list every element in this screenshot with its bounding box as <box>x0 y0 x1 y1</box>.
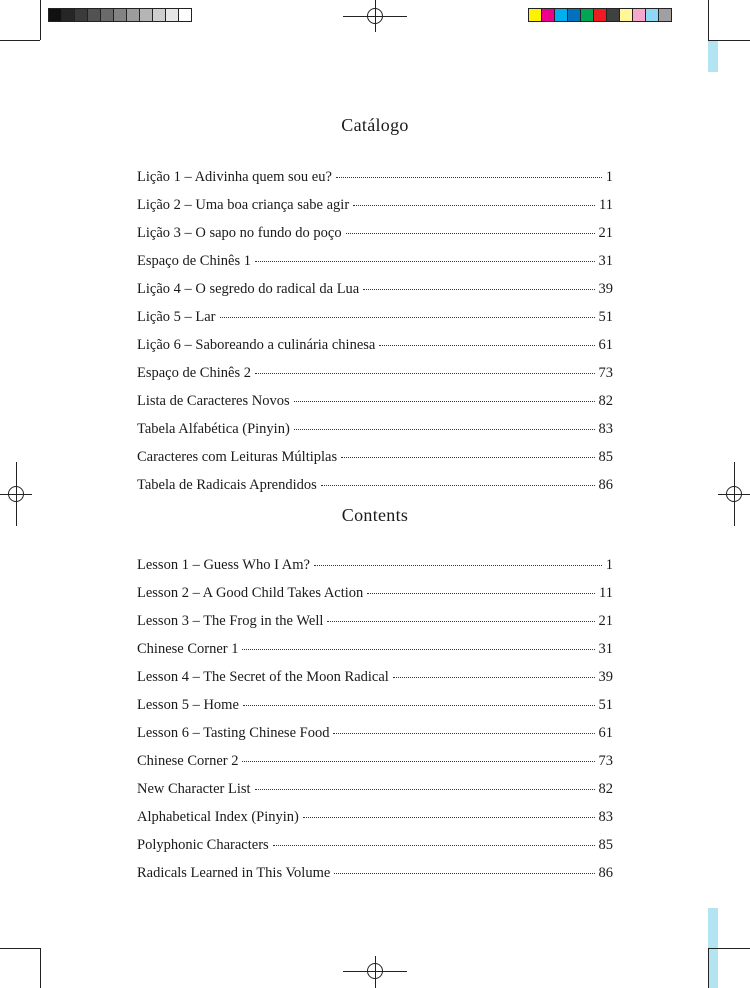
catalogo-toc <box>137 166 613 502</box>
calibration-swatch <box>619 8 633 22</box>
toc-entry[interactable]: Lesson 3 – The Frog in the Well 21 <box>137 613 613 629</box>
calibration-swatch <box>152 8 166 22</box>
calibration-swatch <box>632 8 646 22</box>
toc-entry[interactable]: Lesson 2 – A Good Child Takes Action 11 <box>137 585 613 601</box>
calibration-swatch <box>645 8 659 22</box>
contents-title: Contents <box>341 505 409 525</box>
crop-mark <box>0 948 40 949</box>
calibration-swatch <box>74 8 88 22</box>
toc-entry[interactable]: Lição 2 – Uma boa criança sabe agir 11 <box>137 197 613 213</box>
toc-entry[interactable]: Tabela de Radicais Aprendidos 86 <box>137 477 613 493</box>
toc-entry[interactable]: Lição 4 – O segredo do radical da Lua 39 <box>137 281 613 297</box>
calibration-swatch <box>113 8 127 22</box>
toc-entry[interactable]: New Character List 82 <box>137 781 613 797</box>
toc-entry[interactable]: Lição 6 – Saboreando a culinária chinesa 61 <box>137 337 613 353</box>
toc-entry[interactable]: Lição 5 – Lar 51 <box>137 309 613 325</box>
color-calibration-strip <box>528 8 671 22</box>
toc-entry[interactable]: Caracteres com Leituras Múltiplas 85 <box>137 449 613 465</box>
toc-entry[interactable]: Lição 1 – Adivinha quem sou eu? 1 <box>137 169 613 185</box>
toc-entry[interactable]: Alphabetical Index (Pinyin) 83 <box>137 809 613 825</box>
toc-entry[interactable]: Lesson 6 – Tasting Chinese Food 61 <box>137 725 613 741</box>
toc-entry[interactable]: Lesson 1 – Guess Who I Am? 1 <box>137 557 613 573</box>
crop-mark <box>708 0 709 40</box>
toc-entry[interactable]: Espaço de Chinês 2 73 <box>137 365 613 381</box>
calibration-swatch <box>554 8 568 22</box>
calibration-swatch <box>593 8 607 22</box>
toc-entry[interactable]: Lição 3 – O sapo no fundo do poço 21 <box>137 225 613 241</box>
calibration-swatch <box>178 8 192 22</box>
toc-entry[interactable]: Radicals Learned in This Volume 86 <box>137 865 613 881</box>
crop-mark <box>708 948 750 949</box>
calibration-swatch <box>100 8 114 22</box>
crop-mark <box>708 40 750 41</box>
calibration-swatch <box>139 8 153 22</box>
calibration-swatch <box>165 8 179 22</box>
calibration-swatch <box>87 8 101 22</box>
calibration-swatch <box>61 8 75 22</box>
toc-entry[interactable]: Lista de Caracteres Novos 82 <box>137 393 613 409</box>
crop-mark <box>40 948 41 988</box>
crop-mark <box>40 0 41 40</box>
crop-mark <box>708 948 709 988</box>
calibration-swatch <box>48 8 62 22</box>
crop-mark <box>0 40 40 41</box>
toc-entry[interactable]: Tabela Alfabética (Pinyin) 83 <box>137 421 613 437</box>
calibration-swatch <box>126 8 140 22</box>
calibration-swatch <box>541 8 555 22</box>
toc-entry[interactable]: Lesson 4 – The Secret of the Moon Radical 39 <box>137 669 613 685</box>
calibration-swatch <box>567 8 581 22</box>
calibration-swatch <box>580 8 594 22</box>
calibration-swatch <box>528 8 542 22</box>
toc-entry[interactable]: Polyphonic Characters 85 <box>137 837 613 853</box>
contents-toc <box>137 554 613 890</box>
gray-calibration-strip <box>48 8 191 22</box>
toc-entry[interactable]: Chinese Corner 1 31 <box>137 641 613 657</box>
catalogo-title: Catálogo <box>341 115 409 135</box>
toc-entry[interactable]: Chinese Corner 2 73 <box>137 753 613 769</box>
calibration-swatch <box>658 8 672 22</box>
toc-entry[interactable]: Lesson 5 – Home 51 <box>137 697 613 713</box>
toc-entry[interactable]: Espaço de Chinês 1 31 <box>137 253 613 269</box>
edge-tab-top <box>708 40 718 72</box>
calibration-swatch <box>606 8 620 22</box>
